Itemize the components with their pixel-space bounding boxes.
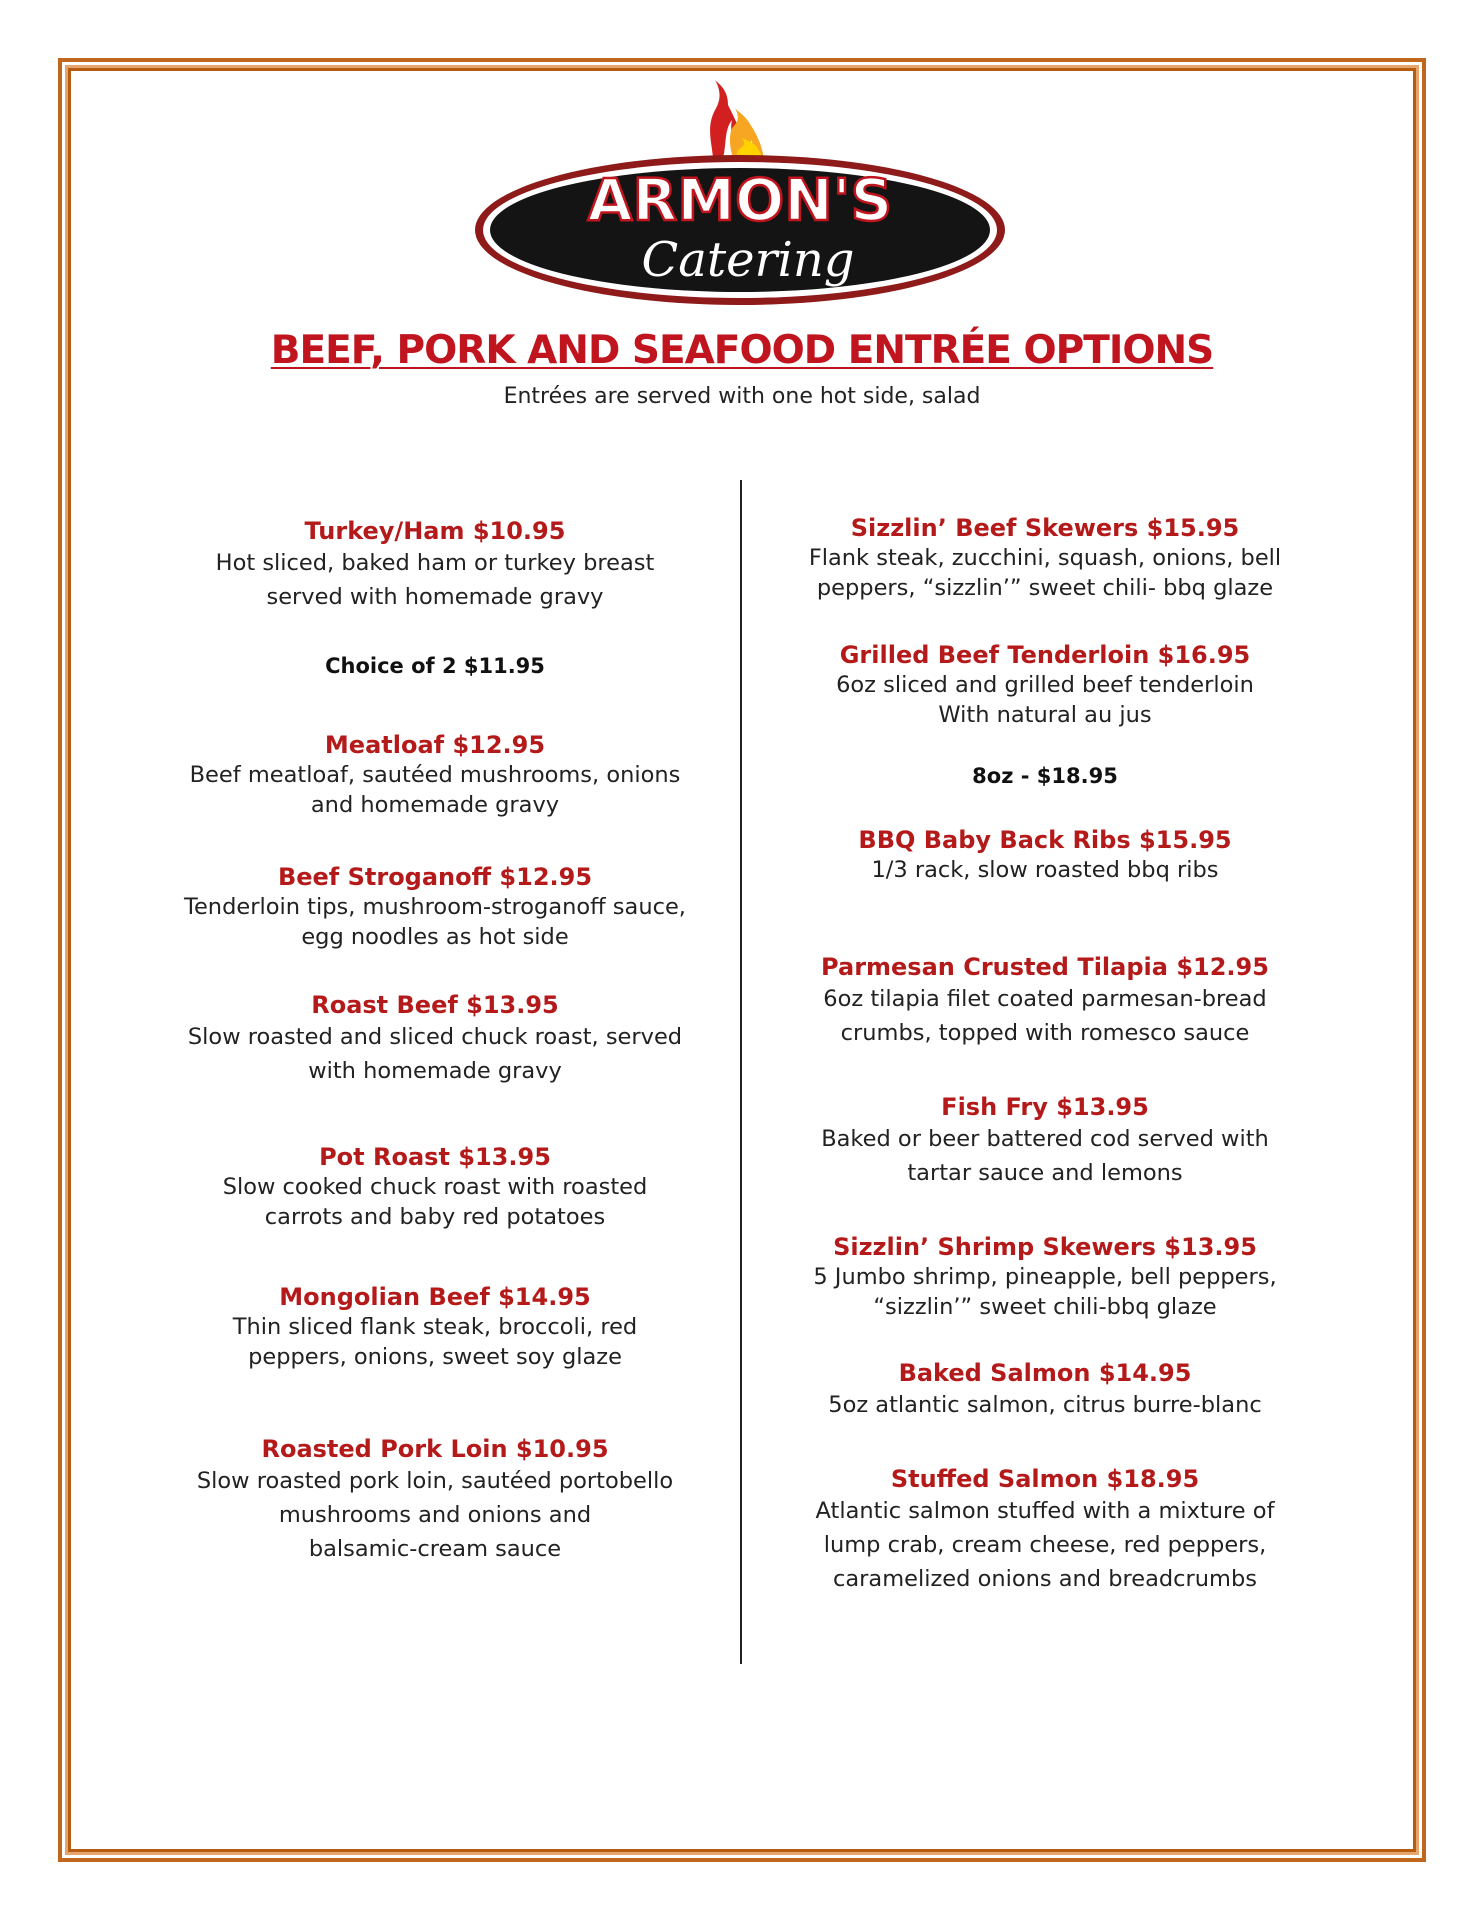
menu-item-desc: 5 Jumbo shrimp, pineapple, bell peppers, (813, 1264, 1277, 1290)
armons-catering-logo (470, 80, 1010, 310)
menu-item-desc: Flank steak, zucchini, squash, onions, bell (808, 545, 1282, 571)
menu-item-desc: Slow roasted and sliced chuck roast, served (187, 1024, 683, 1050)
menu-item (160, 1282, 710, 1372)
menu-item-title: Roast Beef $13.95 (311, 991, 559, 1019)
menu-item (770, 1464, 1320, 1596)
menu-item-desc: Atlantic salmon stuffed with a mixture of (815, 1498, 1275, 1524)
menu-item (770, 640, 1320, 730)
menu-item-desc: served with homemade gravy (266, 584, 604, 610)
menu-item-desc: “sizzlin’” sweet chili-bbq glaze (873, 1294, 1217, 1320)
menu-item (770, 513, 1320, 603)
size-note: 8oz - $18.95 (972, 764, 1118, 788)
menu-item-desc: Baked or beer battered cod served with (821, 1126, 1269, 1152)
menu-item-desc: With natural au jus (938, 702, 1152, 728)
menu-item-desc: egg noodles as hot side (301, 924, 569, 950)
menu-item (160, 516, 710, 614)
menu-item-title: Roasted Pork Loin $10.95 (261, 1435, 609, 1463)
menu-item-desc: carrots and baby red potatoes (264, 1204, 606, 1230)
menu-item-note (160, 654, 710, 678)
page-subtitle: Entrées are served with one hot side, salad (503, 384, 981, 409)
menu-item-title: Baked Salmon $14.95 (898, 1359, 1192, 1387)
column-divider (740, 480, 742, 1664)
menu-item-desc: with homemade gravy (308, 1058, 562, 1084)
menu-item-desc: and homemade gravy (310, 792, 560, 818)
menu-item-title: BBQ Baby Back Ribs $15.95 (858, 826, 1232, 854)
menu-item-title: Turkey/Ham $10.95 (304, 517, 566, 545)
menu-item-title: Stuffed Salmon $18.95 (890, 1465, 1200, 1493)
menu-item-title: Beef Stroganoff $12.95 (277, 863, 593, 891)
menu-item (770, 952, 1320, 1050)
menu-item-title: Fish Fry $13.95 (941, 1093, 1149, 1121)
menu-item (160, 1142, 710, 1232)
menu-item (160, 862, 710, 952)
menu-item-desc: crumbs, topped with romesco sauce (840, 1020, 1250, 1046)
menu-item-desc: 6oz tilapia filet coated parmesan-bread (823, 986, 1267, 1012)
menu-item-desc: Hot sliced, baked ham or turkey breast (215, 550, 655, 576)
menu-item-title: Pot Roast $13.95 (319, 1143, 551, 1171)
choice-note: Choice of 2 $11.95 (325, 654, 545, 678)
logo-brand-subname: Catering (641, 232, 855, 288)
menu-item-title: Meatloaf $12.95 (324, 731, 546, 759)
menu-item (160, 730, 710, 820)
menu-item-desc: tartar sauce and lemons (907, 1160, 1183, 1186)
logo-brand-name: ARMON'S (587, 166, 893, 234)
menu-item-desc: Beef meatloaf, sautéed mushrooms, onions (189, 762, 681, 788)
menu-item (160, 990, 710, 1088)
menu-item-desc: balsamic-cream sauce (308, 1536, 562, 1562)
menu-item-desc: 5oz atlantic salmon, citrus burre-blanc (828, 1392, 1262, 1418)
menu-item-title: Parmesan Crusted Tilapia $12.95 (821, 953, 1269, 981)
menu-item-title: Sizzlin’ Shrimp Skewers $13.95 (833, 1233, 1257, 1261)
menu-item-note (770, 764, 1320, 788)
menu-item-title: Mongolian Beef $14.95 (279, 1283, 591, 1311)
menu-item-desc: 6oz sliced and grilled beef tenderloin (836, 672, 1254, 698)
menu-item (770, 825, 1320, 885)
menu-item-desc: caramelized onions and breadcrumbs (833, 1566, 1257, 1592)
menu-item (160, 1434, 710, 1566)
menu-item-title: Sizzlin’ Beef Skewers $15.95 (850, 514, 1240, 542)
menu-item-desc: Thin sliced flank steak, broccoli, red (232, 1314, 638, 1340)
menu-item-desc: 1/3 rack, slow roasted bbq ribs (871, 857, 1219, 883)
menu-item-title: Grilled Beef Tenderloin $16.95 (839, 641, 1251, 669)
menu-item-desc: lump crab, cream cheese, red peppers, (823, 1532, 1267, 1558)
menu-item (770, 1092, 1320, 1190)
menu-item-desc: mushrooms and onions and (278, 1502, 592, 1528)
page-title: BEEF, PORK AND SEAFOOD ENTRÉE OPTIONS (270, 328, 1214, 373)
menu-item-desc: peppers, onions, sweet soy glaze (248, 1344, 622, 1370)
menu-item (770, 1358, 1320, 1422)
menu-item (770, 1232, 1320, 1322)
menu-item-desc: peppers, “sizzlin’” sweet chili- bbq glaze (816, 575, 1274, 601)
menu-item-desc: Slow cooked chuck roast with roasted (222, 1174, 648, 1200)
menu-item-desc: Tenderloin tips, mushroom-stroganoff sauce, (184, 894, 686, 920)
menu-item-desc: Slow roasted pork loin, sautéed portobello (196, 1468, 674, 1494)
